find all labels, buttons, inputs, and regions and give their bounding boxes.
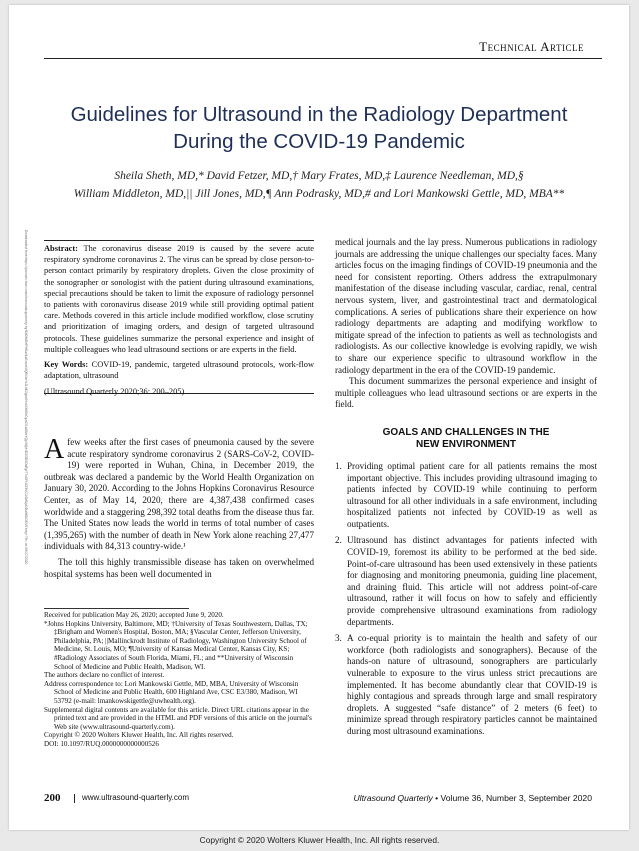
footnotes xyxy=(44,611,314,749)
footnote-affiliations: *Johns Hopkins University, Baltimore, MD; †University of Texas Southwestern, Dallas, TX; ‡Brigham and Women's Hospital, Boston, MA; §Vascular Center, Jefferson University, Philadelphia, PA; ||Mallinckrodt Institute of Radiology, Washington University School of Medicine, St. Louis, MO; ¶University of Kansas Medical Center, Kansas City, KS; #Radiology Associates of South Florida, Miami, FL; and **University of Wisconsin School of Medicine and Public Health, Madison, WI. xyxy=(44,619,308,671)
goals-list xyxy=(335,461,597,738)
goal-text: Providing optimal patient care for all patients remains the most important objective. This includes providing ultrasound imaging to patients infected by COVID-19 while continuing to perform ultrasound for all other individuals in a safe environment, including hospitalized patients not infected by COVID-19 as well as outpatients. xyxy=(347,460,597,529)
section-heading-line-1: GOALS AND CHALLENGES IN THE xyxy=(382,426,550,438)
page-footer xyxy=(44,792,592,804)
footnote-correspondence: Address correspondence to: Lori Mankowski Gettle, MD, MBA, University of Wisconsin School of Medicine and Public Health, 600 Highland Ave, CSC E3/380, Madison, WI 53792 (e-mail: lmankowskigettle@uwhealth.org). xyxy=(44,679,299,705)
right-column-body xyxy=(335,237,597,743)
goal-item xyxy=(335,461,597,531)
header-rule xyxy=(44,58,602,59)
author-list xyxy=(9,167,629,203)
abstract-label: Abstract: xyxy=(44,244,78,253)
authors-line-1: Sheila Sheth, MD,* David Fetzer, MD,† Mary Frates, MD,‡ Laurence Needleman, MD,§ xyxy=(114,170,524,182)
download-watermark xyxy=(19,230,29,595)
abstract-paragraph xyxy=(44,243,314,355)
keywords-text: COVID-19, pandemic, targeted ultrasound protocols, work-flow adaptation, ultrasound xyxy=(44,360,315,381)
page-number: 200 xyxy=(44,792,61,804)
goal-number: 1. xyxy=(335,460,342,471)
goal-text: Ultrasound has distinct advantages for patients infected with COVID-19, foremost its ability to be performed at the bed side. Point-of-care ultrasound has been used extensively in these patients for diagnosing and monitoring pneumonia, guiding line placement, and draining fluid. This article will not address point-of-care ultrasound, rather it will focus on how to safely and efficiently provide comprehensive ultrasound examinations from radiology departments. xyxy=(347,535,597,627)
goal-item xyxy=(335,633,597,737)
goal-number: 2. xyxy=(335,535,342,546)
journal-url[interactable]: www.ultrasound-quarterly.com xyxy=(82,793,190,802)
authors-line-2: William Middleton, MD,|| Jill Jones, MD,¶ Ann Podrasky, MD,# and Lori Mankowski Gettle, MD, MBA** xyxy=(73,188,565,200)
journal-issue-info xyxy=(353,793,592,803)
section-label: Technical Article xyxy=(479,39,584,54)
intro-paragraph xyxy=(44,434,314,553)
title-line-1: Guidelines for Ultrasound in the Radiology Department xyxy=(70,103,568,126)
footnote-doi: DOI: 10.1097/RUQ.0000000000000526 xyxy=(44,739,159,748)
second-paragraph: The toll this highly transmissible disease has taken on overwhelmed hospital systems has been well documented in xyxy=(44,556,314,579)
footer-divider xyxy=(74,794,75,803)
section-heading xyxy=(335,427,597,451)
right-paragraph-2: This document summarizes the personal experience and insight of multiple colleagues who lead ultrasound sections or are experts in the field. xyxy=(335,376,597,410)
title-line-2: During the COVID-19 Pandemic xyxy=(173,130,465,153)
download-watermark-text: Downloaded from https://journals.lww.com/ultrasound-quarterly by BhDMf5ePHKav1zEoum1tQfN4a+kJLhEZgbsIHo4XMi0hCywCX1AWnYQp/IlQrHD3i3D0OdRyi7TvSFl4Cf3VC4/OAVpDDa8KKGKV0Ymy+78= on 08/17/2020 xyxy=(24,230,28,565)
copyright-bar: Copyright © 2020 Wolters Kluwer Health, Inc. All rights reserved. xyxy=(199,835,440,845)
journal-name: Ultrasound Quarterly xyxy=(353,793,433,803)
journal-issue: • Volume 36, Number 3, September 2020 xyxy=(435,793,592,803)
article-title xyxy=(9,101,629,155)
citation: (Ultrasound Quarterly 2020;36: 200–205) xyxy=(44,387,185,397)
section-heading-line-2: NEW ENVIRONMENT xyxy=(416,438,516,450)
goal-item xyxy=(335,535,597,628)
intro-text: few weeks after the first cases of pneumonia caused by the severe acute respiratory syndrome coronavirus 2 (SARS-CoV-2, COVID-19) were reported in Wuhan, China, in December 2019, the outbreak was declared a pandemic by the World Health Organization on January 30, 2020. According to the Johns Hopkins Coronavirus Resource Center, as of May 14, 2020, there are 4,387,438 confirmed cases worldwide and a staggering 298,392 total deaths from the disease thus far. The United States now leads the world in terms of total number of cases (1,395,265) with the number of death in New York alone reaching 27,477 individuals with 84,313 country-wide.¹ xyxy=(44,437,314,552)
abstract-text: The coronavirus disease 2019 is caused by the severe acute respiratory syndrome coronavirus 2. The virus can be spread by close person-to-person contact primarily by respiratory droplets. Given the close proximity of the sonographer or sonologist with the patient during ultrasound examinations, special precautions should be taken to limit the exposure of radiology personnel to patients with coronavirus disease 2019 while still providing optimal patient care. Methods covered in this article include modified workflow, close scrutiny and prioritization of imaging orders, and design of targeted ultrasound protocols. These guidelines summarize the personal experience and insight of multiple colleagues who lead ultrasound sections or are experts in the field. xyxy=(44,244,314,354)
journal-page xyxy=(9,5,629,830)
drop-cap: A xyxy=(44,434,65,465)
footnote-rule xyxy=(44,608,189,609)
keywords-label: Key Words: xyxy=(44,360,89,370)
footnote-conflict: The authors declare no conflict of interest. xyxy=(44,671,165,680)
left-column-body xyxy=(44,434,314,580)
abstract-box xyxy=(44,240,315,397)
footnote-supplemental: Supplemental digital contents are available for this article. Direct URL citations appear in the printed text and are provided in the HTML and PDF versions of this article on the journal's Web site (www.ultrasound-quarterly.com). xyxy=(44,705,312,731)
footnote-copyright: Copyright © 2020 Wolters Kluwer Health, Inc. All rights reserved. xyxy=(44,731,234,740)
right-paragraph-1: medical journals and the lay press. Numerous publications in radiology journals are addressing the unique challenges our specialty faces. Many articles focus on the imaging findings of COVID-19 pneumonia and the need for consistent reporting. Others address the extrapulmonary manifestation of the disease including vascular, cardiac, renal, central nervous system, liver, and gastrointestinal tract and dermatological complications. A series of publications share their experience on how radiology departments are adapting and modifying workflow to mitigate spread of the infection to patients as well as technologists and radiologists. As our collective knowledge is evolving rapidly, we wish to share our experience specific to ultrasound workflow in the radiology department in the era of the COVID-19 pandemic. xyxy=(335,237,597,375)
keywords-paragraph xyxy=(44,359,314,381)
goal-number: 3. xyxy=(335,633,342,644)
footnote-received: Received for publication May 26, 2020; accepted June 9, 2020. xyxy=(44,611,224,619)
goal-text: A co-equal priority is to maintain the health and safety of our workforce (both radiologists and sonographers). Because of the hands-on nature of ultrasound, sonographers are particularly vulnerable to exposure to the virus unless strict precautions are implemented. It has become abundantly clear that COVID-19 is highly contagious and spreads through large and small respiratory droplets. A suggested “safe distance” of 2 meters (6 feet) to minimize spread through respiratory particles cannot be maintained during most ultrasound examinations. xyxy=(347,633,597,736)
